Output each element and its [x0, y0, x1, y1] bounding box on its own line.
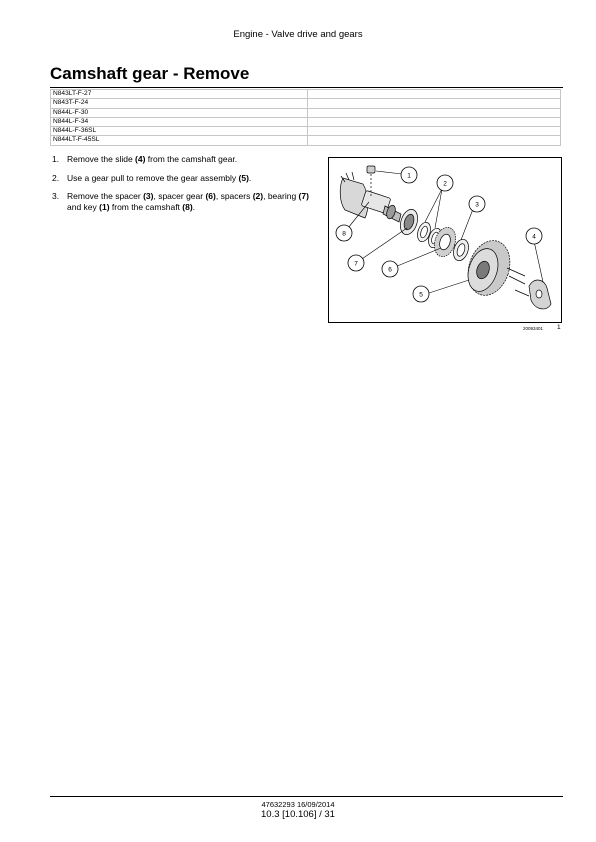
callout-1 — [401, 167, 417, 183]
procedure-step — [50, 191, 320, 212]
part-reference: (4) — [135, 154, 146, 164]
callout-label: 7 — [354, 260, 358, 268]
model-code: N843T-F-24 — [51, 99, 308, 108]
part-reference: (3) — [143, 191, 154, 201]
model-row — [51, 90, 561, 99]
callout-label: 2 — [443, 180, 447, 188]
camshaft-gear-exploded-illustration — [329, 158, 561, 322]
callout-3 — [469, 196, 485, 212]
step-text: and key — [67, 201, 100, 212]
callout-label: 6 — [388, 266, 392, 274]
model-code: N844LT-F-45SL — [51, 136, 308, 145]
part-reference: (1) — [99, 201, 110, 212]
part-reference: (2) — [252, 191, 264, 201]
step-text: from the camshaft gear. — [145, 154, 238, 164]
step-number: 1. — [52, 154, 60, 164]
model-code: N844L-F-30 — [51, 108, 308, 117]
procedure-steps — [50, 154, 320, 220]
model-applicability-table — [50, 89, 561, 146]
model-empty-cell — [308, 136, 561, 145]
figure-code: 20093401 — [523, 326, 544, 331]
model-row — [51, 136, 561, 145]
step-text: Remove the slide — [67, 154, 136, 164]
model-row — [51, 117, 561, 126]
callout-6 — [382, 261, 398, 277]
model-code: N843LT-F-27 — [51, 90, 308, 99]
running-header: Engine - Valve drive and gears — [233, 29, 363, 40]
footer-page-reference: 10.3 [10.106] / 31 — [261, 809, 335, 820]
callout-4 — [526, 228, 542, 244]
model-row — [51, 99, 561, 108]
callout-label: 8 — [342, 230, 346, 238]
step-text: , spacer gear — [153, 191, 206, 201]
step-text: Use a gear pull to remove the gear assembly — [67, 172, 239, 183]
model-empty-cell — [308, 108, 561, 117]
step-text: . — [192, 201, 196, 212]
step-number: 3. — [52, 191, 60, 201]
step-text: from the camshaft — [109, 201, 183, 212]
callout-2 — [437, 175, 453, 191]
model-empty-cell — [308, 127, 561, 136]
procedure-step — [50, 154, 320, 165]
slide-part — [529, 280, 551, 309]
callout-label: 1 — [407, 172, 411, 180]
part-reference: (5) — [238, 172, 249, 183]
step-text: Remove the spacer — [67, 191, 144, 201]
model-empty-cell — [308, 117, 561, 126]
step-text: . — [248, 172, 252, 183]
model-empty-cell — [308, 90, 561, 99]
exploded-view-figure — [328, 157, 562, 323]
part-reference: (6) — [205, 191, 216, 201]
callout-7 — [348, 255, 364, 271]
callout-8 — [336, 225, 352, 241]
procedure-step — [50, 173, 320, 184]
part-reference: (7) — [298, 191, 309, 201]
model-row — [51, 108, 561, 117]
model-code: N844L-F-34 — [51, 117, 308, 126]
callout-label: 5 — [419, 291, 423, 299]
footer-document-id: 47632293 16/09/2014 — [261, 800, 335, 809]
model-code: N844L-F-36SL — [51, 127, 308, 136]
figure-index: 1 — [557, 324, 561, 331]
gear-assembly-part — [461, 235, 529, 301]
callout-5 — [413, 286, 429, 302]
part-reference: (8) — [182, 201, 193, 212]
callout-label: 3 — [475, 201, 479, 209]
step-text: , spacers — [215, 191, 253, 201]
step-number: 2. — [52, 172, 60, 183]
callout-label: 4 — [532, 233, 536, 241]
section-title: Camshaft gear - Remove — [50, 64, 250, 83]
model-empty-cell — [308, 99, 561, 108]
step-text: , bearing — [263, 191, 299, 201]
camshaft-part — [340, 172, 401, 222]
footer-rule — [50, 796, 563, 797]
title-rule — [50, 87, 563, 88]
model-row — [51, 127, 561, 136]
